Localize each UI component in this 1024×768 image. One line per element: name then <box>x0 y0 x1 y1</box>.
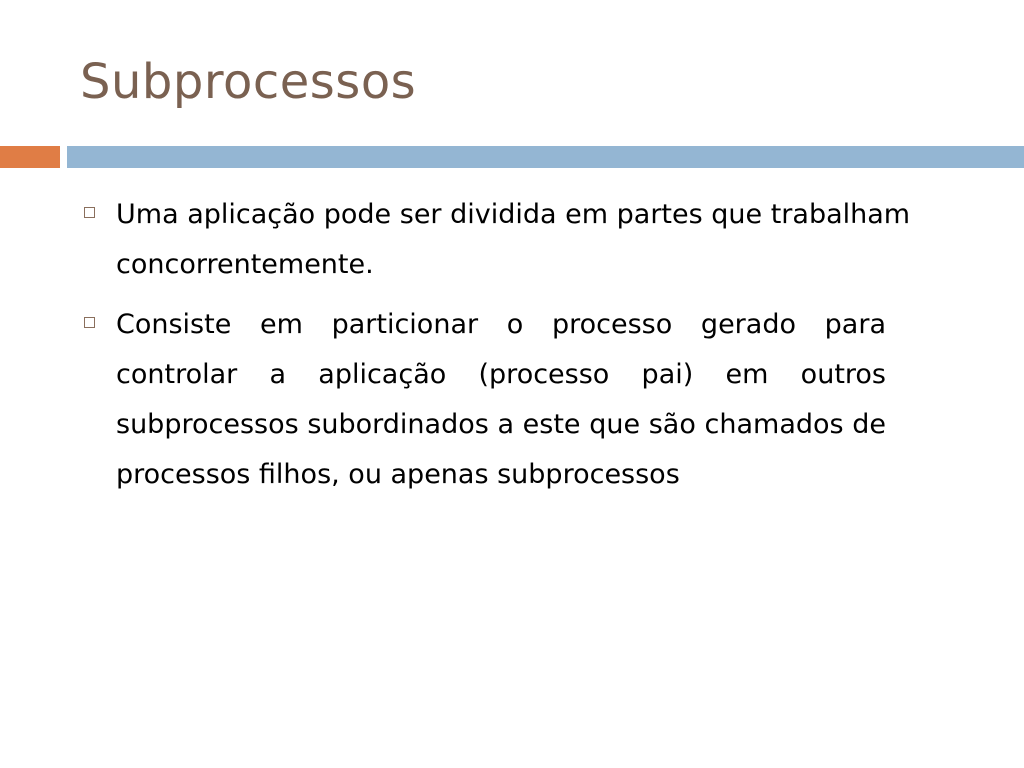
bullet-text: Consiste em particionar o processo gerado para controlar a aplicação (processo pai) em outros subprocessos subordinados a este que são chamados de processos filhos, ou apenas subprocessos <box>116 309 886 490</box>
square-bullet-icon <box>84 317 95 328</box>
slide-title: Subprocessos <box>80 54 417 110</box>
square-bullet-icon <box>84 207 95 218</box>
bullet-item <box>84 300 914 500</box>
accent-bar-orange <box>0 146 60 168</box>
bullet-list <box>84 190 914 510</box>
accent-bar-blue <box>67 146 1024 168</box>
bullet-item <box>84 190 914 290</box>
bullet-text: Uma aplicação pode ser dividida em partes que trabalham concorrentemente. <box>116 199 911 280</box>
